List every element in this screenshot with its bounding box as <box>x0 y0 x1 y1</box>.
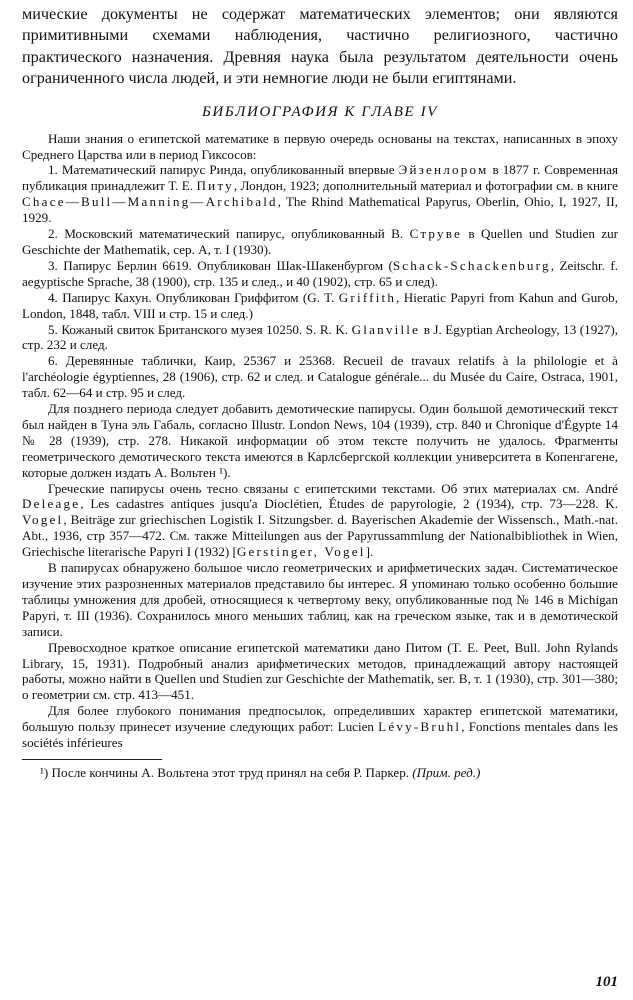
bibliography-item-2: 2. Московский математический папирус, опубликованный В. Струве в Quellen und Studien zur Geschichte der Mathematik, сер. A, т. I (1930). <box>22 226 618 257</box>
author-name: Эйзенлором <box>398 162 489 178</box>
footnote-divider <box>22 759 162 760</box>
bibliography-intro: Наши знания о египетской математике в первую очередь основаны на текстах, написанных в эпоху Среднего Царства или в период Гиксосов: <box>22 130 618 162</box>
author-name: Vogel <box>22 512 64 528</box>
author-name: Griffith <box>338 289 397 305</box>
bibliography-section <box>22 131 618 751</box>
editor-note: (Прим. ред.) <box>412 764 481 780</box>
paragraph-problems: В папирусах обнаружено большое число геометрических и арифметических задач. Систематическое изучение этих разрозненных материалов представило бы интерес. Я упоминаю только особенно большие таблицы умножения для дробей, относящиеся к четвертому веку, опубликованные под № 146 в Michigan Papyri, т. III (1936). Сохранилось много меньших таблиц, как на греческом языке, так и в демотической записи. <box>22 560 618 639</box>
author-name: Deleage <box>22 496 81 512</box>
bibliography-item-4: 4. Папирус Кахун. Опубликован Гриффитом (G. T. Griffith, Hieratic Papyri from Kahun and Gurob, London, 1848, табл. VIII и стр. 15 и след.) <box>22 289 619 321</box>
bibliography-item-6: 6. Деревянные таблички, Каир, 25367 и 25368. Recueil de travaux relatifs à la philologie et à l'archéologie égyptiennes, 28 (1906), стр. 62 и след. и Catalogue générale... du Musée du Caire, Ostraca, 1901, табл. 62—64 и стр. 95 и след. <box>22 353 618 401</box>
bibliography-item-1: 1. Математический папирус Ринда, опубликованный впервые Эйзенлором в 1877 г. Современная публикация принадлежит Т. Е. Питу, Лондон, 1923; дополнительный материал и фотографии см. в книге Chace—Bull—Manning—Archibald, The Rhind Mathematical Papyrus, Oberlin, Ohio, I, 1927, II, 1929. <box>22 162 618 226</box>
book-page <box>22 4 618 994</box>
author-name: Glanville <box>351 321 421 337</box>
footnote <box>22 765 618 781</box>
author-name: Chace—Bull—Manning—Archibald <box>22 194 278 210</box>
author-name: Lévy-Bruhl <box>378 719 462 735</box>
intro-paragraph: мические документы не содержат математических элементов; они являются примитивными схемами наблюдения, частично религиозного, частично практического назначения. Древняя наука была результатом деятельности очень ограниченного числа людей, и эти немногие люди не были египтянами. <box>22 5 618 88</box>
bibliography-item-5: 5. Кожаный свиток Британского музея 10250. S. R. K. Glanville в J. Egyptian Archeology, 13 (1927), стр. 232 и след. <box>22 321 618 353</box>
bibliography-item-3: 3. Папирус Берлин 6619. Опубликован Шак-Шакенбургом (Schack-Schackenburg, Zeitschr. f. aegyptische Sprache, 38 (1900), стр. 135 и след., и 40 (1902), стр. 65 и след). <box>22 257 619 289</box>
bibliography-heading: БИБЛИОГРАФИЯ К ГЛАВЕ IV <box>201 103 439 120</box>
paragraph-levy-bruhl: Для более глубокого понимания предпосылок, определивших характер египетской математики, большую пользу принесет изучение следующих работ: Lucien Lévy-Bruhl, Fonctions mentales dans les sociétés inférieures <box>22 703 618 751</box>
paragraph-greek-papyri: Греческие папирусы очень тесно связаны с египетскими текстами. Об этих материалах см. André Deleage, Les cadastres antiques jusqu'a Dioclétien, Études de papyrologie, 2 (1934), стр. 73—228. K. Vogel, Beiträge zur griechischen Logistik I. Sitzungsber. d. Bayerischen Akademie der Wissensch., Math.-nat. Abt., 1936, стр 357—472. См. также Mitteilungen aus der Papyrussammlung der Nationalbibliothek in Wien, Griechische literarische Papyri I (1932) [Gerstinger, Vogel]. <box>22 480 618 560</box>
author-name: Schack-Schackenburg <box>392 257 551 273</box>
footnote-text: ¹) После кончины А. Вольтена этот труд принял на себя Р. Паркер. (Прим. ред.) <box>40 764 481 780</box>
intro-text-block <box>22 4 618 90</box>
author-name: Питу <box>196 178 234 194</box>
paragraph-peet: Превосходное краткое описание египетской математики дано Питом (T. E. Peet, Bull. John Rylands Library, 15, 1931). Подробный анализ арифметических методов, принадлежащий автору настоящей работы, можно найти в Quellen und Studien zur Geschichte der Mathematik, ser. B, т. 1 (1930), стр. 301—380; о геометрии см. стр. 413—451. <box>22 639 618 703</box>
author-name: Gerstinger, Vogel <box>236 544 366 560</box>
author-name: Струве <box>409 226 463 242</box>
page-number: 101 <box>595 974 618 990</box>
paragraph-late-period: Для позднего периода следует добавить демотические папирусы. Один большой демотический текст был найден в Туна эль Габаль, согласно Illustr. London News, 104 (1939), стр. 840 и Chronique d'Égypte 14 № 28 (1939), стр. 278. Никакой информации об этом тексте получить не удалось. Фрагменты геометрического демотического текста имеются в Карлсбергской коллекции университета в Копенгагене, которые должен издать А. Вольтен ¹). <box>22 401 618 480</box>
